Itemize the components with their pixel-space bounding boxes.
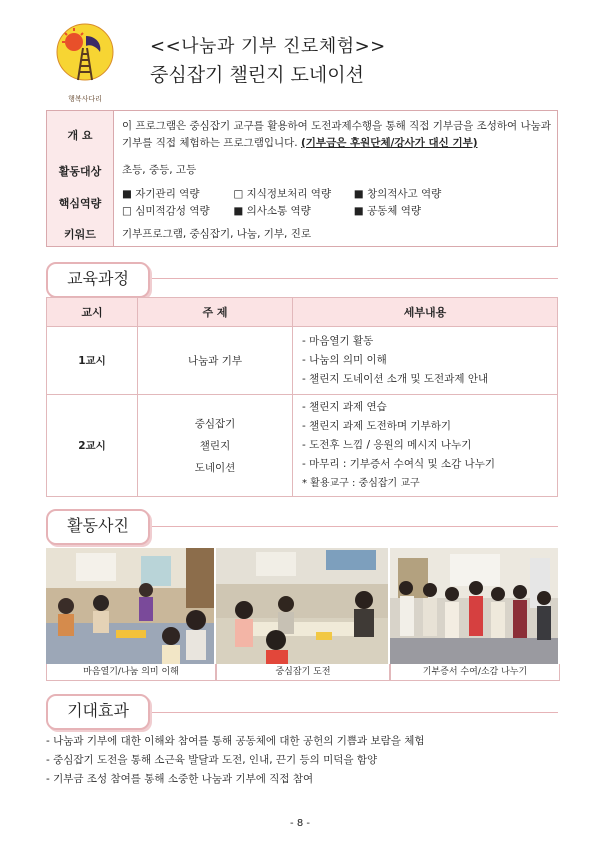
photo-caption: 마음열기/나눔 의미 이해 [46, 664, 216, 681]
effect-item: - 기부금 조성 참여를 통해 소중한 나눔과 기부에 직접 참여 [46, 773, 314, 785]
detail-item: - 챌린지 과제 연습 [302, 401, 387, 413]
overview-note: (기부금은 후원단체/강사가 대신 기부) [300, 136, 478, 149]
period-cell: 2교시 [47, 395, 138, 497]
details-cell [293, 327, 558, 395]
topic-cell: 나눔과 기부 [138, 327, 293, 395]
competency-item: 심미적감성 역량 [135, 204, 210, 217]
target-label: 활동대상 [47, 159, 114, 183]
activity-photo-3 [390, 548, 558, 664]
competency-label: 핵심역량 [47, 183, 114, 223]
competency-item: 지식정보처리 역량 [246, 187, 332, 200]
overview-row [47, 159, 558, 183]
overview-row [47, 223, 558, 247]
check-mark: ■ [122, 187, 132, 200]
table-row [47, 327, 558, 395]
detail-item: - 마무리 : 기부증서 수여식 및 소감 나누기 [302, 458, 495, 470]
detail-item: - 도전후 느낌 / 응원의 메시지 나누기 [302, 439, 472, 451]
title-line-1: <<나눔과 기부 진로체험>> [150, 36, 386, 57]
photo-caption: 기부증서 수여/소감 나누기 [390, 664, 560, 681]
curriculum-table [46, 297, 558, 497]
keyword-label: 키워드 [47, 223, 114, 247]
overview-label: 개 요 [47, 111, 114, 159]
target-value: 초등, 중등, 고등 [122, 164, 197, 176]
topic-line: 도네이션 [194, 461, 236, 474]
competency-item: 공동체 역량 [366, 204, 422, 217]
check-mark: ■ [353, 204, 364, 217]
overview-text: 이 프로그램은 중심잡기 교구를 활용하여 도전과제수행을 통해 직접 기부금을 조성하여 나눔과 기부를 직접 체험하는 프로그램입니다. [122, 119, 551, 149]
column-header: 교시 [47, 298, 138, 327]
topic-cell [138, 395, 293, 497]
detail-item: - 나눔의 의미 이해 [302, 354, 387, 366]
effect-item: - 나눔과 기부에 대한 이해와 참여를 통해 공동체에 대한 공헌의 기쁨과 보람을 체험 [46, 735, 425, 747]
keyword-value: 기부프로그램, 중심잡기, 나눔, 기부, 진로 [122, 227, 311, 240]
curriculum-header-row [47, 298, 558, 327]
check-mark: □ [233, 187, 244, 200]
check-mark: ■ [353, 187, 364, 200]
competency-item: 의사소통 역량 [246, 204, 311, 217]
competency-item: 창의적사고 역량 [366, 187, 442, 200]
title-line-2: 중심잡기 챌린지 도네이션 [150, 64, 364, 86]
detail-item: - 마음열기 활동 [302, 335, 374, 347]
check-mark: ■ [233, 204, 244, 217]
activity-photo-1 [46, 548, 214, 664]
activity-photo-2 [216, 548, 388, 664]
section-heading-effects: 기대효과 [46, 694, 150, 730]
competency-list [114, 183, 558, 223]
section-heading-photos: 활동사진 [46, 509, 150, 545]
detail-item: - 챌린지 과제 도전하며 기부하기 [302, 420, 451, 432]
period-cell: 1교시 [47, 327, 138, 395]
overview-row [47, 111, 558, 159]
overview-table [46, 110, 558, 247]
section-heading-curriculum: 교육과정 [46, 262, 150, 298]
details-cell [293, 395, 558, 497]
competency-item: 자기관리 역량 [135, 187, 200, 200]
effects-list [46, 732, 546, 789]
logo-text: 행복사다리 [68, 95, 102, 103]
effect-item: - 중심잡기 도전을 통해 소근육 발달과 도전, 인내, 끈기 등의 미덕을 함양 [46, 754, 378, 766]
table-row [47, 395, 558, 497]
overview-row [47, 183, 558, 223]
check-mark: □ [122, 204, 132, 217]
photo-caption: 중심잡기 도전 [216, 664, 390, 681]
topic-line: 중심잡기 [194, 417, 236, 430]
page-number: - 8 - [290, 818, 310, 829]
column-header: 주 제 [138, 298, 293, 327]
column-header: 세부내용 [293, 298, 558, 327]
logo [52, 22, 118, 103]
detail-item: - 챌린지 도네이션 소개 및 도전과제 안내 [302, 373, 489, 385]
topic-line: 챌린지 [199, 439, 231, 452]
detail-item: * 활용교구 : 중심잡기 교구 [302, 478, 420, 489]
